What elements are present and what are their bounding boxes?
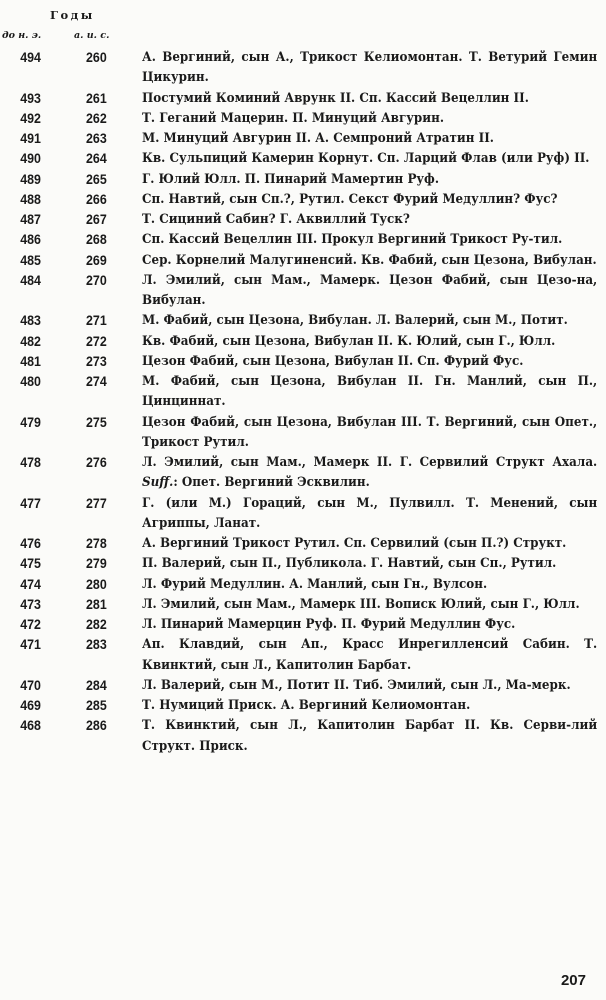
consuls-text: Л. Эмилий, сын Мам., Мамерк. Цезон Фабий, сын Цезо-на, Вибулан. <box>142 272 598 308</box>
year-bc: 486 <box>20 232 41 248</box>
year-bc: 491 <box>20 131 41 146</box>
year-auc: 276 <box>86 455 107 470</box>
year-bc: 492 <box>20 110 41 126</box>
consuls-text: Цезон Фабий, сын Цезона, Вибулан III. Т. Вергиний, сын Опет., Трикост Рутил. <box>142 414 598 450</box>
table-row <box>0 595 606 615</box>
table-row <box>0 332 606 352</box>
consuls-text: Сер. Корнелий Малугиненсий. Кв. Фабий, сын Цезона, Вибулан. <box>142 252 597 268</box>
years-header: Годы <box>50 8 95 22</box>
table-row <box>0 251 606 271</box>
year-auc: 264 <box>86 151 107 167</box>
year-auc: 274 <box>86 374 107 389</box>
table-row <box>0 109 606 129</box>
consuls-text: Т. Геганий Мацерин. П. Минуций Авгурин. <box>142 110 445 126</box>
consuls-text: П. Валерий, сын П., Публикола. Г. Навтий, сын Сп., Рутил. <box>142 556 557 572</box>
year-auc: 268 <box>86 232 107 248</box>
table-row <box>0 413 606 454</box>
year-auc: 263 <box>86 131 107 146</box>
year-auc: 271 <box>86 313 107 329</box>
year-auc: 286 <box>86 718 107 734</box>
table-row <box>0 352 606 372</box>
table-row <box>0 311 606 331</box>
year-auc: 278 <box>86 536 107 551</box>
consuls-text-part: : Опет. Вергиний Эсквилин. <box>173 475 370 491</box>
year-auc: 283 <box>86 637 107 653</box>
year-bc: 487 <box>20 212 41 227</box>
year-bc: 489 <box>20 171 41 187</box>
table-row <box>0 453 606 494</box>
column-header-bc: до н. э. <box>2 30 42 41</box>
year-auc: 265 <box>86 171 107 187</box>
consuls-text: Кв. Сульпиций Камерин Корнут. Сп. Ларций Флав (или Руф) II. <box>142 151 590 167</box>
consuls-text: Л. Фурий Медуллин. А. Манлий, сын Гн., Вулсон. <box>142 576 488 592</box>
year-auc: 285 <box>86 698 107 713</box>
consuls-text: Сп. Кассий Вецеллин III. Прокул Вергиний Трикост Ру-тил. <box>142 232 563 248</box>
column-header-auc: а. u. c. <box>74 30 110 41</box>
year-auc: 269 <box>86 252 107 268</box>
consuls-text: А. Вергиний, сын А., Трикост Келиомонтан. Т. Ветурий Гемин Цикурин. <box>142 50 598 86</box>
year-auc: 266 <box>86 191 107 207</box>
year-bc: 481 <box>20 353 41 369</box>
table-row <box>0 696 606 716</box>
year-auc: 272 <box>86 333 107 349</box>
suffect-label: Suff. <box>142 475 174 491</box>
table-row <box>0 554 606 574</box>
year-auc: 261 <box>86 90 107 106</box>
year-bc: 480 <box>20 374 41 389</box>
year-auc: 279 <box>86 556 107 572</box>
year-bc: 494 <box>20 50 41 65</box>
table-row <box>0 89 606 109</box>
consuls-text: Кв. Фабий, сын Цезона, Вибулан II. К. Юлий, сын Г., Юлл. <box>142 333 556 349</box>
year-auc: 282 <box>86 617 107 632</box>
year-bc: 476 <box>20 536 41 551</box>
table-row <box>0 271 606 312</box>
consuls-text: Т. Сициний Сабин? Г. Аквиллий Туск? <box>142 212 410 227</box>
year-bc: 484 <box>20 272 41 288</box>
table-row <box>0 534 606 554</box>
year-auc: 280 <box>86 576 107 592</box>
consuls-text-part: Л. Эмилий, сын Мам., Мамерк II. Г. Сервилий Структ Ахала. <box>142 455 598 470</box>
year-bc: 482 <box>20 333 41 349</box>
year-bc: 472 <box>20 617 41 632</box>
table-row <box>0 48 606 89</box>
consuls-text: Т. Нумиций Приск. А. Вергиний Келиомонтан. <box>142 698 471 713</box>
consuls-text: А. Вергиний Трикост Рутил. Сп. Сервилий (сын П.?) Структ. <box>142 536 567 551</box>
year-bc: 490 <box>20 151 41 167</box>
page-number: 207 <box>560 972 586 989</box>
year-bc: 477 <box>20 495 41 511</box>
table-row <box>0 210 606 230</box>
year-bc: 474 <box>20 576 41 592</box>
consuls-text: Цезон Фабий, сын Цезона, Вибулан II. Сп. Фурий Фус. <box>142 353 524 369</box>
consuls-text: Постумий Коминий Аврунк II. Сп. Кассий Вецеллин II. <box>142 90 529 106</box>
year-bc: 470 <box>20 677 41 693</box>
year-auc: 267 <box>86 212 107 227</box>
consuls-text: Г. Юлий Юлл. П. Пинарий Мамертин Руф. <box>142 171 439 187</box>
consuls-text: Л. Пинарий Мамерцин Руф. П. Фурий Медуллин Фус. <box>142 617 516 632</box>
year-auc: 277 <box>86 495 107 511</box>
year-auc: 260 <box>86 50 107 65</box>
year-auc: 270 <box>86 272 107 288</box>
year-auc: 262 <box>86 110 107 126</box>
year-bc: 483 <box>20 313 41 329</box>
table-row <box>0 230 606 250</box>
year-bc: 479 <box>20 414 41 430</box>
consuls-text: М. Фабий, сын Цезона, Вибулан. Л. Валерий, сын М., Потит. <box>142 313 568 329</box>
year-bc: 468 <box>20 718 41 734</box>
consuls-text: М. Минуций Авгурин II. А. Семпроний Атратин II. <box>142 131 494 146</box>
table-row <box>0 676 606 696</box>
year-bc: 478 <box>20 455 41 470</box>
consuls-text: Г. (или М.) Гораций, сын М., Пулвилл. Т. Менений, сын Агриппы, Ланат. <box>142 495 598 531</box>
table-row <box>0 170 606 190</box>
year-auc: 281 <box>86 596 107 612</box>
year-bc: 488 <box>20 191 41 207</box>
year-bc: 471 <box>20 637 41 653</box>
year-bc: 473 <box>20 596 41 612</box>
table-row <box>0 494 606 535</box>
consuls-text: Сп. Навтий, сын Сп.?, Рутил. Секст Фурий Медуллин? Фус? <box>142 191 558 207</box>
year-auc: 284 <box>86 677 107 693</box>
consuls-text <box>142 453 597 494</box>
table-row <box>0 149 606 169</box>
table-row <box>0 615 606 635</box>
year-auc: 273 <box>86 353 107 369</box>
table-row <box>0 716 606 757</box>
year-auc: 275 <box>86 414 107 430</box>
consuls-text: Л. Эмилий, сын Мам., Мамерк III. Вописк Юлий, сын Г., Юлл. <box>142 596 580 612</box>
consuls-text: Л. Валерий, сын М., Потит II. Тиб. Эмилий, сын Л., Ма-мерк. <box>142 677 571 693</box>
table-row <box>0 575 606 595</box>
year-bc: 475 <box>20 556 41 572</box>
consuls-text: Т. Квинктий, сын Л., Капитолин Барбат II. Кв. Серви-лий Структ. Приск. <box>142 718 598 754</box>
table-row <box>0 635 606 676</box>
table-row <box>0 129 606 149</box>
year-bc: 485 <box>20 252 41 268</box>
year-bc: 469 <box>20 698 41 713</box>
consul-list <box>0 48 606 757</box>
consuls-text: М. Фабий, сын Цезона, Вибулан II. Гн. Манлий, сын П., Цинциннат. <box>142 374 598 410</box>
table-row <box>0 372 606 413</box>
year-bc: 493 <box>20 90 41 106</box>
consuls-text: Ап. Клавдий, сын Ап., Красс Инрегилленсий Сабин. Т. Квинктий, сын Л., Капитолин Барбат. <box>142 637 598 673</box>
table-row <box>0 190 606 210</box>
